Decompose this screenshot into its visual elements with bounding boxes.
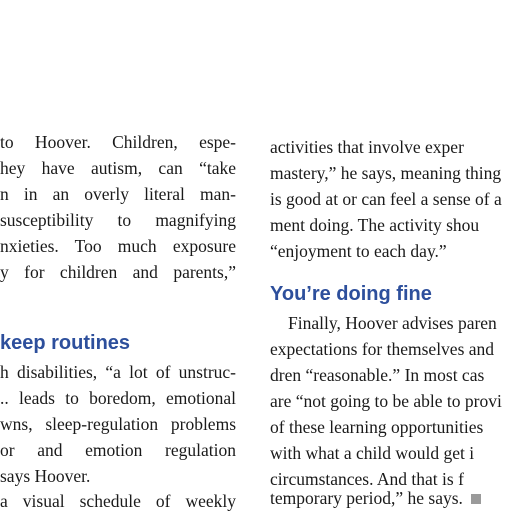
left-para2-line-5: says Hoover. — [0, 466, 91, 486]
right-column — [270, 0, 512, 512]
right-para2-line-5: of these learning opportunities — [270, 417, 484, 437]
right-para1-line-1: activities that involve exper — [270, 137, 464, 157]
section-heading-keep-routines: keep routines — [0, 332, 131, 354]
right-para2-line-3: dren “reasonable.” In most cas — [270, 365, 485, 385]
right-para2-line-4: are “not going to be able to provi — [270, 391, 502, 411]
left-para1-line-3: n in an overly literal man- — [0, 184, 236, 204]
right-para2-line-6: with what a child would get i — [270, 443, 475, 463]
article-end-mark-icon — [471, 494, 481, 504]
section-heading-youre-doing-fine: You’re doing fine — [270, 283, 432, 305]
right-para2-line-7: circumstances. And that is f — [270, 469, 464, 489]
left-para1-line-2: hey have autism, can “take — [0, 158, 236, 178]
left-para2-line-2: .. leads to boredom, emotional — [0, 388, 236, 408]
right-para1-line-5: “enjoyment to each day.” — [270, 241, 447, 261]
right-para1-line-3: is good at or can feel a sense of a — [270, 189, 502, 209]
left-para2-line-4: or and emotion regulation — [0, 440, 236, 460]
left-para2-line-1: h disabilities, “a lot of unstruc- — [0, 362, 236, 382]
left-para1-line-4: susceptibility to magnifying — [0, 210, 236, 230]
right-para1-line-2: mastery,” he says, meaning thing — [270, 163, 502, 183]
left-para1-line-6: y for children and parents,” — [0, 262, 236, 282]
left-para2-line-3: wns, sleep-regulation problems — [0, 414, 236, 434]
left-para1-line-1: to Hoover. Children, espe- — [0, 132, 236, 152]
right-para2-line-8 — [270, 486, 481, 511]
left-para1-line-5: nxieties. Too much exposure — [0, 236, 236, 256]
right-para2-line-1: Finally, Hoover advises paren — [288, 313, 497, 333]
left-column — [0, 0, 240, 512]
left-para3-line-1: a visual schedule of weekly — [0, 491, 236, 511]
right-para2-line-2: expectations for themselves and — [270, 339, 495, 359]
right-para1-line-4: ment doing. The activity shou — [270, 215, 480, 235]
right-para2-line-8-text: temporary period,” he says. — [270, 488, 463, 508]
